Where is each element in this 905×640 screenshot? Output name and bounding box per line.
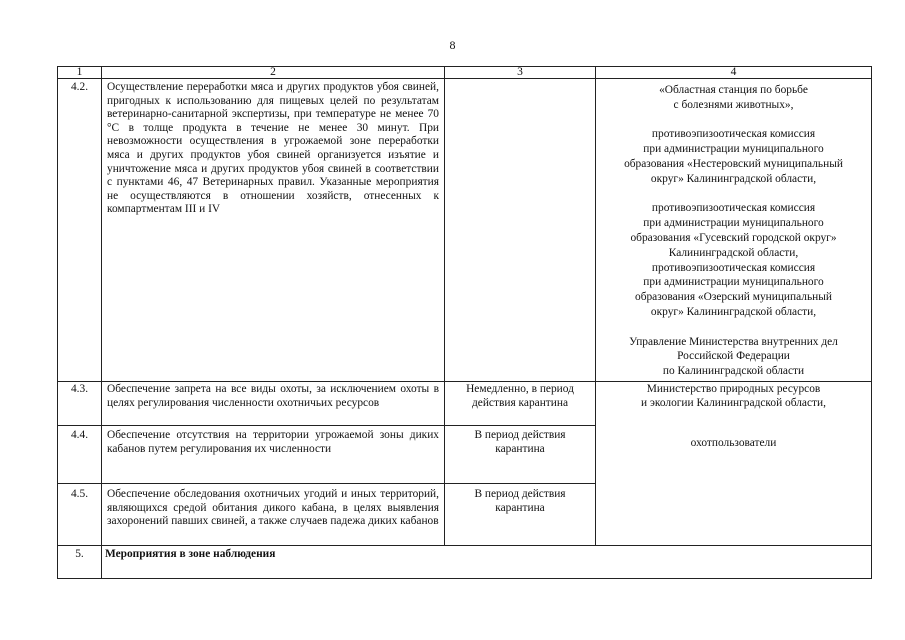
row-term: Немедленно, в период действия карантина bbox=[466, 383, 574, 409]
table-rule bbox=[444, 66, 445, 546]
row-responsible: «Областная станция по борьбе с болезнями животных», противоэпизоотическая комиссия при администрации муниципального образования «Нестеровский муниципальный округ» Калининградской области, противоэпизоотическая комиссия при администрации муниципального образования «Гусевский городской округ» Калининградской области, противоэпизоотическая комиссия при администрации муниципального образования «Озерский муниципальный округ» Калининградской области, Управление Министерства внутренних дел Российской Федерации по Калининградской области bbox=[624, 84, 843, 378]
row-action: Осуществление переработки мяса и других продуктов убоя свиней, пригодных к использованию для пищевых целей по результатам ветеринарно-санитарной экспертизы, при температуре не менее 70 °С в толще продукта в течение не менее 30 минут. При невозможности осуществления в угрожаемой зоне переработки мяса и других продуктов убоя свиней организуется изъятие и уничтожение мяса и других продуктов убоя свиней в соответствии с пунктами 46, 47 Ветеринарных правил. Указанные мероприятия не осуществляются в отношении хозяйств, отнесенных к компартментам III и IV bbox=[107, 81, 439, 216]
table-rule bbox=[57, 545, 872, 546]
row-responsible: Министерство природных ресурсов и экологии Калининградской области, охотпользователи bbox=[641, 383, 826, 450]
row-term: В период действия карантина bbox=[474, 429, 566, 455]
row-number: 4.5. bbox=[70, 488, 89, 500]
header-col-1: 1 bbox=[76, 66, 83, 78]
measures-table bbox=[57, 66, 872, 579]
table-rule bbox=[57, 578, 872, 579]
table-rule bbox=[57, 483, 595, 484]
header-col-3: 3 bbox=[517, 66, 523, 78]
row-action: Обеспечение запрета на все виды охоты, за исключением охоты в целях регулирования численности охотничьих ресурсов bbox=[107, 383, 439, 409]
row-number: 4.3. bbox=[70, 383, 89, 395]
row-number: 4.4. bbox=[70, 429, 89, 441]
table-rule bbox=[101, 66, 102, 579]
table-rule bbox=[57, 381, 872, 382]
section-title: Мероприятия в зоне наблюдения bbox=[105, 548, 276, 560]
header-col-2: 2 bbox=[270, 66, 276, 78]
row-term: В период действия карантина bbox=[474, 488, 566, 514]
header-col-4: 4 bbox=[730, 66, 737, 78]
row-action: Обеспечение отсутствия на территории угрожаемой зоны диких кабанов путем регулирования их численности bbox=[107, 429, 439, 455]
row-action: Обеспечение обследования охотничьих угодий и иных территорий, являющихся средой обитания дикого кабана, в целях выявления захоронений павших свиней, а также случаев падежа диких кабанов bbox=[107, 488, 439, 528]
table-rule bbox=[57, 78, 872, 79]
page-number: 8 bbox=[449, 38, 456, 52]
row-number: 4.2. bbox=[70, 81, 89, 93]
table-rule bbox=[57, 66, 58, 579]
table-rule bbox=[871, 66, 872, 579]
section-number: 5. bbox=[75, 548, 84, 560]
table-rule bbox=[57, 425, 595, 426]
